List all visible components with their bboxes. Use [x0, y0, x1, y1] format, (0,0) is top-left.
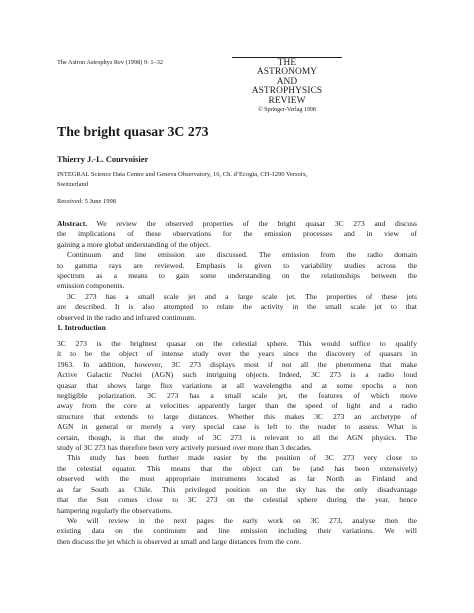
abstract-block — [57, 219, 417, 323]
text-line: then discuss the jet which is observed at small and large distances from the core. — [57, 536, 302, 546]
text-line: as far South as Chile. This privileged position on the sky has the only disadvantage — [57, 484, 417, 494]
text-line: observed with the most appropriate instruments located as far North as Finland and — [57, 474, 417, 484]
article-title: The bright quasar 3C 273 — [57, 124, 209, 139]
text-line: certain, though, is that the study of 3C 273 is relevant to all the AGN physics. The — [57, 432, 417, 442]
author-affiliation — [57, 170, 417, 190]
text-line: structure that extends to large distances. Whether this makes 3C 273 an archetype of — [57, 411, 417, 421]
author-name: Thierry J.-L. Courvoisier — [57, 155, 149, 164]
text-line: to gamma rays are reviewed. Emphasis is given to variability studies across the — [57, 260, 417, 270]
text-line: negligible polarization. 3C 273 has a small scale jet, the features of which move — [57, 391, 417, 401]
text-line: study of 3C 273 has therefore been very actively pursued over more than 3 decades. — [57, 443, 312, 453]
text-line: that the Sun comes close to 3C 273 on the celestial sphere during the year, hence — [57, 495, 417, 505]
section-heading: 1. Introduction — [57, 323, 106, 332]
copyright-notice: © Springer-Verlag 1998 — [258, 107, 316, 114]
journal-brand — [232, 57, 342, 114]
text-line: emission components. — [57, 281, 125, 291]
received-date: Received: 5 June 1998 — [57, 198, 117, 205]
brand-line: THE — [277, 58, 297, 68]
brand-line: AND — [276, 76, 298, 87]
text-line: quasar that shows large flux variations at all wavelengths and at some epochs a non — [57, 380, 417, 390]
text-line: This study has been further made easier by the position of 3C 273 very close to — [67, 453, 417, 463]
text-line: 1963. In addition, however, 3C 273 displays most if not all the phenomena that make — [57, 359, 417, 369]
text-line: 3C 273 has a small scale jet and a large scale jet. The properties of these jets — [67, 291, 417, 301]
brand-line: ASTRONOMY — [256, 67, 318, 78]
text-line: the implications of these observations for the emission processes and in view of — [57, 229, 417, 239]
text-line: are described. It is also attempted to relate the activity in the small scale jet to that — [57, 302, 417, 312]
text-line: gaining a more global understanding of the object. — [57, 239, 211, 249]
brand-line: REVIEW — [268, 95, 306, 106]
affiliation-line: Switzerland — [57, 181, 89, 188]
text-line: it to be the object of intense study over the years since the discovery of quasars in — [57, 349, 417, 359]
affiliation-line: INTEGRAL Science Data Centre and Geneva Observatory, 16, Ch. d’Ecogia, CH-1290 Versoix, — [57, 171, 308, 178]
text-line: AGN in general or merely a very special case is left to the reader to assess. What is — [57, 422, 417, 432]
abstract-label: Abstract. — [57, 219, 88, 228]
text-line: existing data on the continuum and line emission including their variations. We will — [57, 526, 417, 536]
text-line: observed in the radio and infrared continuum. — [57, 312, 196, 322]
brand-line: ASTROPHYSICS — [251, 86, 323, 97]
abstract-first-line — [57, 219, 417, 229]
text-line: We will review in the next pages the early work on 3C 273, analyse then the — [67, 515, 417, 525]
text-line: 3C 273 is the brightest quasar on the celestial sphere. This would suffice to qualify — [57, 339, 417, 348]
text-line: spectrum as a means to gain some understanding on the relationships between the — [57, 271, 417, 281]
introduction-body — [57, 339, 417, 547]
text-line: away from the core at velocities apparently larger than the speed of light and a radio — [57, 401, 417, 411]
text-line: hampering regularly the observations. — [57, 505, 173, 515]
text-line: the celestial equator. This means that the object can be (and has been extensively) — [57, 463, 417, 473]
text-line: Active Galactic Nuclei (AGN) such intriguing objects. Indeed, 3C 273 is a radio loud — [57, 370, 417, 380]
abstract-text: We review the observed properties of the bright quasar 3C 273 and discuss — [87, 219, 417, 228]
journal-reference: The Astron Astrophys Rev (1998) 9: 1–32 — [57, 59, 163, 66]
text-line: Continuum and line emission are discussed. The emission from the radio domain — [67, 250, 417, 260]
